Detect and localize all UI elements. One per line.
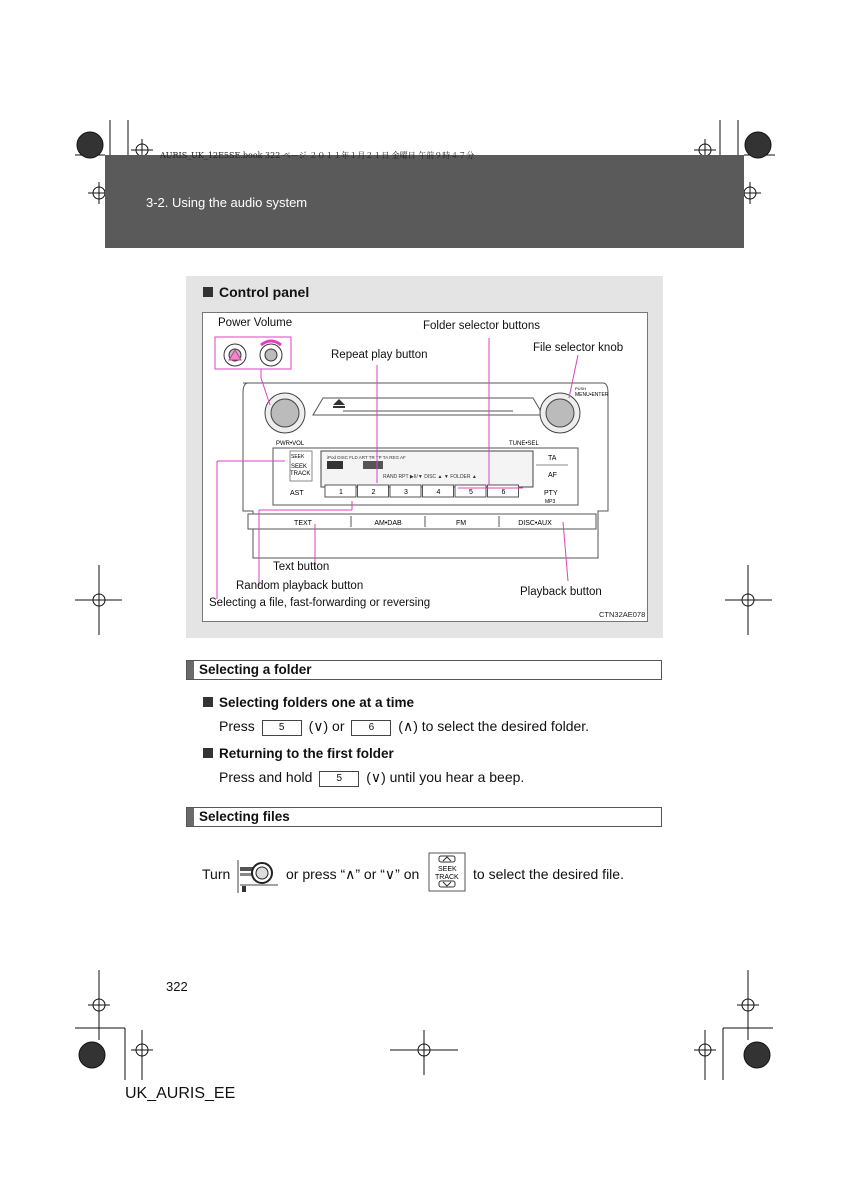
subheading-folders-one-at-a-time: Selecting folders one at a time xyxy=(203,695,414,710)
af-button[interactable]: AF xyxy=(548,472,557,479)
callout-power-volume: Power Volume xyxy=(218,317,293,329)
text-turn: Turn xyxy=(202,866,231,882)
text-or-press: or press “∧” or “∨” on xyxy=(286,866,420,882)
track-label: TRACK xyxy=(290,471,311,477)
control-panel-heading: Control panel xyxy=(203,284,309,300)
section-heading: Selecting files xyxy=(199,809,290,824)
seek-icon-label: SEEK xyxy=(438,866,457,873)
callout-file-selector: File selector knob xyxy=(533,342,624,354)
svg-text:iPod DISC FLD ART TR: iPod DISC FLD ART TR TP TA REG AF xyxy=(327,455,406,460)
print-meta-line: AURIS_UK_12E5SE.book 322 ページ ２０１１年１月２１日 金曜日 午前９時４７分 xyxy=(160,151,475,160)
seek-track-icon xyxy=(428,852,466,892)
footer-code: UK_AURIS_EE xyxy=(125,1085,236,1102)
callout-repeat-play: Repeat play button xyxy=(331,349,428,361)
preset-5-key: 5 xyxy=(319,771,359,787)
figure-code: CTN32AE078 xyxy=(599,610,646,619)
instruction-first-folder: Press and hold 5 (∨) until you hear a beep. xyxy=(219,769,525,785)
ast-button[interactable]: AST xyxy=(290,490,304,497)
callout-folder-selector: Folder selector buttons xyxy=(423,320,540,332)
tune-knob-icon xyxy=(236,855,280,895)
section-selecting-files xyxy=(186,807,662,827)
section-title: 3-2. Using the audio system xyxy=(146,195,308,210)
page-number: 322 xyxy=(166,979,188,994)
preset-label: 2 xyxy=(371,489,376,496)
preset-label: 3 xyxy=(404,489,408,496)
tune-sel-label: TUNE•SEL xyxy=(509,441,539,447)
bottom-button-fm[interactable]: FM xyxy=(455,520,467,527)
square-bullet-icon xyxy=(203,748,213,758)
callout-playback-button: Playback button xyxy=(520,586,602,598)
seek-label: SEEK xyxy=(291,464,308,470)
menu-enter-label: MENU•ENTER xyxy=(575,392,609,398)
bottom-button-text[interactable]: TEXT xyxy=(294,520,312,527)
preset-6-key: 6 xyxy=(351,720,391,736)
text-to-select-file: to select the desired file. xyxy=(473,866,624,882)
square-bullet-icon xyxy=(203,287,213,297)
square-bullet-icon xyxy=(203,697,213,707)
pwr-vol-label: PWR•VOL xyxy=(276,441,305,447)
preset-label: 1 xyxy=(339,489,343,496)
preset-label: 5 xyxy=(469,489,473,496)
callout-text-button: Text button xyxy=(273,561,330,573)
subheading-first-folder: Returning to the first folder xyxy=(203,746,394,761)
svg-text:PUSH: PUSH xyxy=(575,386,587,391)
callout-random-playback: Random playback button xyxy=(236,580,364,592)
ta-button[interactable]: TA xyxy=(548,455,557,462)
bottom-button-amdab[interactable]: AM•DAB xyxy=(374,520,402,527)
svg-text:MP3: MP3 xyxy=(545,499,556,505)
control-panel-figure xyxy=(202,312,648,622)
instruction-select-folder: Press 5 (∨) or 6 (∧) to select the desired folder. xyxy=(219,718,590,734)
pty-button[interactable]: PTY xyxy=(544,490,558,497)
bottom-button-discaux[interactable]: DISC•AUX xyxy=(518,520,552,527)
section-heading: Selecting a folder xyxy=(199,662,312,677)
callout-selecting-file: Selecting a file, fast-forwarding or reversing xyxy=(209,597,431,609)
svg-text:SEEK: SEEK xyxy=(291,454,305,460)
preset-label: 6 xyxy=(501,489,506,496)
track-icon-label: TRACK xyxy=(435,874,459,881)
preset-5-key: 5 xyxy=(262,720,302,736)
preset-label: 4 xyxy=(436,489,441,496)
section-selecting-folder xyxy=(186,660,662,680)
svg-text:RAND RPT ▶II/▼ DISC ▲ ▼: RAND RPT ▶II/▼ DISC ▲ ▼ FOLDER ▲ xyxy=(383,474,477,480)
